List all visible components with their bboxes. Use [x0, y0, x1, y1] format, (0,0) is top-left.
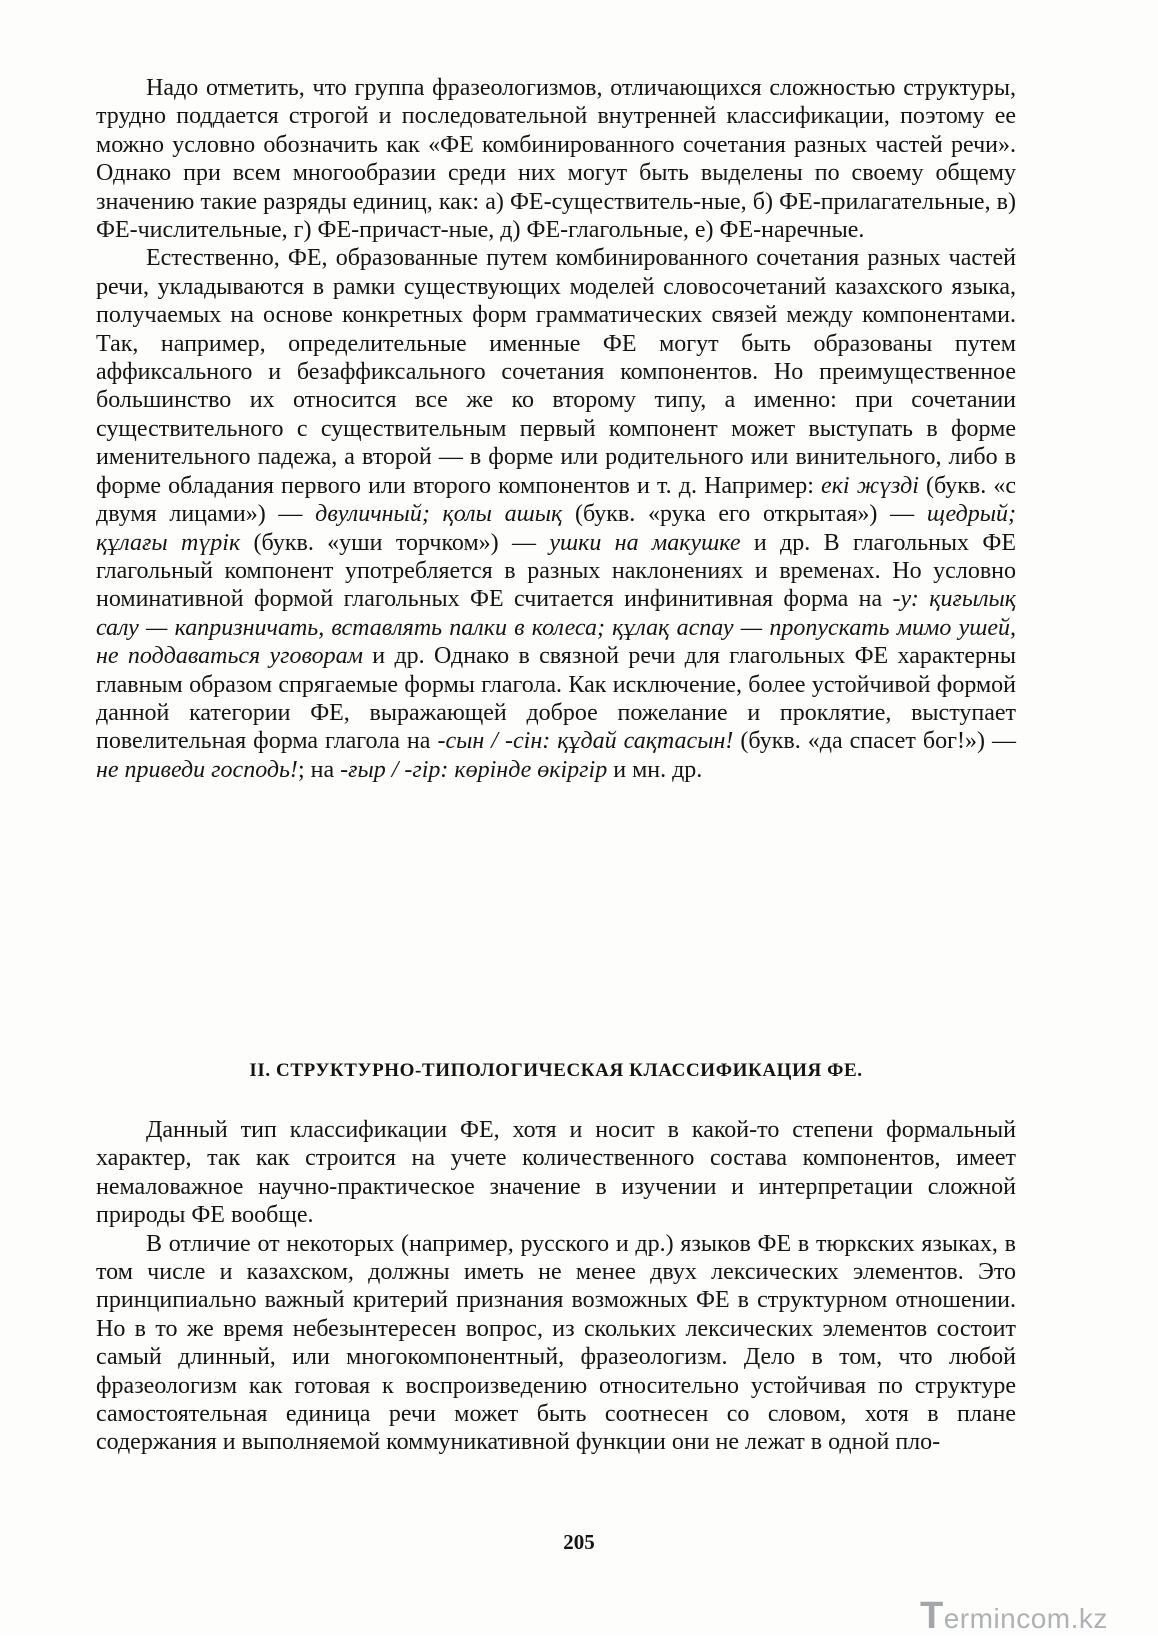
text-run: и мн. др. — [607, 756, 703, 783]
text-run: (букв. «уши торчком») — — [240, 529, 550, 556]
italic-example: екі жүзді — [821, 472, 919, 499]
site-watermark — [920, 1595, 1120, 1637]
text-run: (букв. «с двумя лицами») — — [96, 472, 1017, 528]
italic-example: не приведи господь! — [96, 756, 298, 783]
text-run: Надо отметить, что группа фразеологизмов, отличающихся сложностью структуры, трудно поддается строгой и последовательной внутренней классификации, поэтому ее можно условно обозначить как «ФЕ комбинированного сочетания разных частей речи». Однако при всем многообразии среди них могут быть выделены по своему общему значению такие разряды единиц, как: а) ФЕ-существитель-ные, б) ФЕ-прилагательные, в) ФЕ-числительные, г) ФЕ-причаст-ные, д) ФЕ-глагольные, е) ФЕ-наречные. — [96, 75, 1016, 244]
text-run: (букв. «рука его открытая») — — [562, 501, 927, 528]
text-run: (букв. «да спасет бог!») — — [733, 728, 1017, 755]
text-run: В отличие от некоторых (например, русского и др.) языков ФЕ в тюркских языках, в том числе и казахском, должны иметь не менее двух лексических элементов. Это принципиально важный критерий признания возможных ФЕ в структурном отношении. Но в то же время небезынтересен вопрос, из скольких лексических элементов состоит самый длинный, или многокомпонентный, фразеологизм. Дело в том, что любой фразеологизм как готовая к воспроизведению относительно устойчивая по структуре самостоятельная единица речи может быть соотнесен со словом, хотя в плане содержания и выполняемой коммуникативной функции они не лежат в одной пло- — [96, 1230, 1016, 1456]
top-text-block — [96, 74, 1016, 784]
paragraph-2 — [96, 244, 1016, 784]
text-run: и др. Однако в связной речи для глагольных ФЕ характерны главным образом спрягаемые формы глагола. Как исключение, более устойчивой формой данной категории ФЕ, выражающей доброе пожелание и проклятие, выступает повелительная форма глагола на — [96, 643, 1016, 755]
watermark-rest: ermincom.kz — [943, 1603, 1108, 1634]
paragraph-3 — [96, 1116, 1016, 1230]
text-run: Естественно, ФЕ, образованные путем комбинированного сочетания разных частей речи, укладываются в рамки существующих моделей словосочетаний казахского языка, получаемых на основе конкретных форм грамматических связей между компонентами. Так, например, определительные именные ФЕ могут быть образованы путем аффиксального и безаффиксального сочетания компонентов. Но преимущественное большинство их относится все же ко второму типу, а именно: при сочетании существительного с существительным первый компонент может выступать в форме именительного падежа, а второй — в форме или родительного или винительного, либо в форме обладания первого или второго компонентов и т. д. Например: — [96, 245, 1016, 499]
italic-example: -ғыр / -гір: көрінде өкіргір — [340, 756, 608, 783]
italic-example: двуличный; қолы ашық — [315, 501, 563, 528]
italic-example: -у: қиғылық салу — капризничать, вставлять палки в колеса; құлақ аспау — пропускать мимо ушей, не поддаваться уговорам — [96, 586, 1017, 670]
paragraph-1 — [96, 74, 1016, 244]
italic-example: ушки на макушке — [549, 529, 741, 556]
section-heading: II. СТРУКТУРНО-ТИПОЛОГИЧЕСКАЯ КЛАССИФИКАЦИЯ ФЕ. — [249, 1060, 863, 1081]
italic-example: щедрый; құлағы түрік — [96, 501, 1016, 556]
text-run: и др. В глагольных ФЕ глагольный компонент употребляется в разных наклонениях и временах. Но условно номинативной формой глагольных ФЕ считается инфинитивная форма на — [96, 529, 1016, 613]
italic-example: -сын / -сін: құдай сақтасын! — [437, 728, 734, 755]
text-run: Данный тип классификации ФЕ, хотя и носит в какой-то степени формальный характер, так как строится на учете количественного состава компонентов, имеет немаловажное научно-практическое значение в изучении и интерпретации сложной природы ФЕ вообще. — [96, 1117, 1016, 1229]
watermark-first-letter: T — [920, 1595, 944, 1637]
page-number: 205 — [563, 1530, 595, 1554]
text-run: ; на — [297, 756, 341, 783]
bottom-text-block — [96, 1116, 1016, 1457]
paragraph-4 — [96, 1230, 1016, 1457]
